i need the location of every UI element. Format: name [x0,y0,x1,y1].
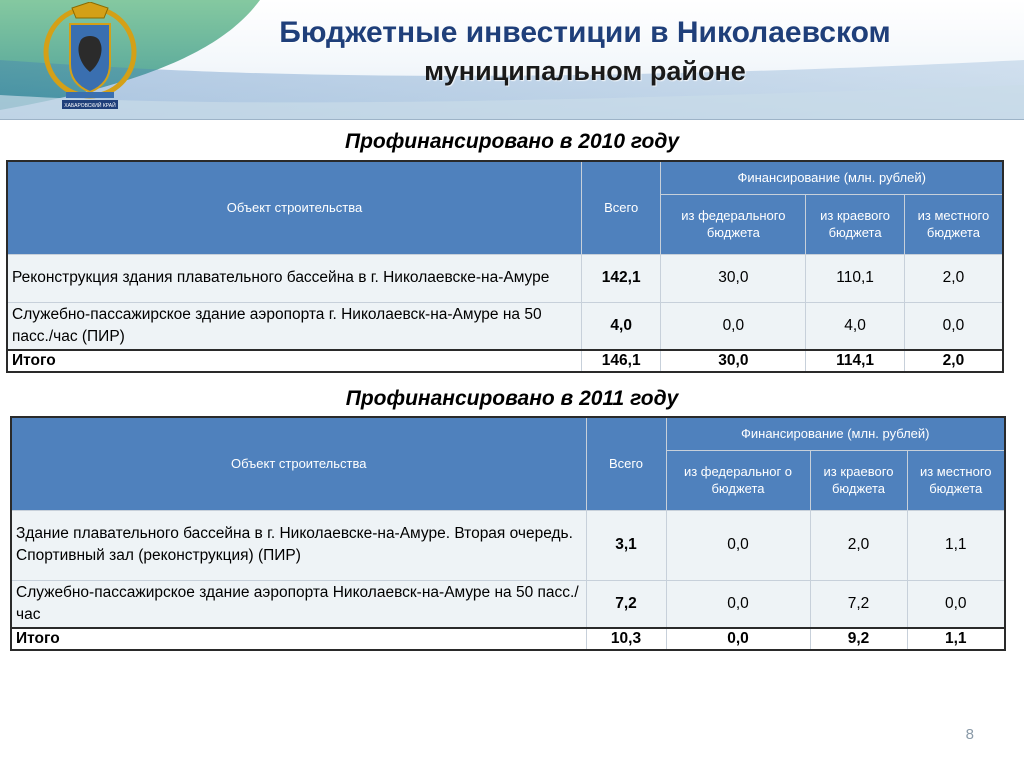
table-2010 [6,160,1004,373]
table-row [7,254,1003,302]
totals-federal: 30,0 [661,350,806,372]
page-number: 8 [965,726,974,743]
totals-row [7,350,1003,372]
totals-total: 10,3 [586,628,666,650]
col-header-total: Всего [581,161,660,254]
col-header-federal: из федеральног о бюджета [666,450,810,510]
header-divider [0,119,1024,120]
title-line-2: муниципальном районе [424,56,746,86]
cell-regional: 7,2 [810,580,907,628]
cell-total: 4,0 [581,302,660,350]
cell-federal: 0,0 [666,580,810,628]
cell-total: 142,1 [581,254,660,302]
cell-local: 1,1 [907,510,1005,580]
cell-federal: 30,0 [661,254,806,302]
section-2011-title: Профинансировано в 2011 году [345,387,679,410]
totals-label: Итого [11,628,586,650]
table-row [11,580,1005,628]
col-header-regional: из краевого бюджета [806,194,905,254]
cell-object: Служебно-пассажирское здание аэропорта Николаевск-на-Амуре на 50 пасс./час [11,580,586,628]
svg-text:ХАБАРОВСКИЙ КРАЙ: ХАБАРОВСКИЙ КРАЙ [64,103,116,109]
slide-header [0,0,1024,120]
table-row [11,510,1005,580]
cell-object: Реконструкция здания плавательного бассейна в г. Николаевске-на-Амуре [7,254,581,302]
cell-total: 3,1 [586,510,666,580]
page-title [160,14,1010,90]
cell-object: Служебно-пассажирское здание аэропорта г. Николаевск-на-Амуре на 50 пасс./час (ПИР) [7,302,581,350]
cell-local: 0,0 [904,302,1003,350]
totals-federal: 0,0 [666,628,810,650]
col-header-total: Всего [586,417,666,510]
totals-total: 146,1 [581,350,660,372]
cell-federal: 0,0 [666,510,810,580]
cell-local: 2,0 [904,254,1003,302]
totals-local: 2,0 [904,350,1003,372]
table-row [7,302,1003,350]
cell-total: 7,2 [586,580,666,628]
cell-regional: 2,0 [810,510,907,580]
totals-label: Итого [7,350,581,372]
totals-row [11,628,1005,650]
khabarovsk-krai-emblem [42,2,138,110]
cell-local: 0,0 [907,580,1005,628]
col-header-object: Объект строительства [11,417,586,510]
section-2010-title: Профинансировано в 2010 году [344,130,680,153]
totals-regional: 114,1 [806,350,905,372]
col-header-regional: из краевого бюджета [810,450,907,510]
col-header-federal: из федерального бюджета [661,194,806,254]
col-header-object: Объект строительства [7,161,581,254]
table-2011 [10,416,1006,651]
col-header-financing: Финансирование (млн. рублей) [661,161,1003,194]
cell-object: Здание плавательного бассейна в г. Николаевске-на-Амуре. Вторая очередь. Спортивный зал (реконструкция) (ПИР) [11,510,586,580]
title-line-1: Бюджетные инвестиции в Николаевском [279,16,891,49]
cell-federal: 0,0 [661,302,806,350]
col-header-local: из местного бюджета [904,194,1003,254]
cell-regional: 110,1 [806,254,905,302]
col-header-local: из местного бюджета [907,450,1005,510]
col-header-financing: Финансирование (млн. рублей) [666,417,1005,450]
totals-regional: 9,2 [810,628,907,650]
cell-regional: 4,0 [806,302,905,350]
totals-local: 1,1 [907,628,1005,650]
